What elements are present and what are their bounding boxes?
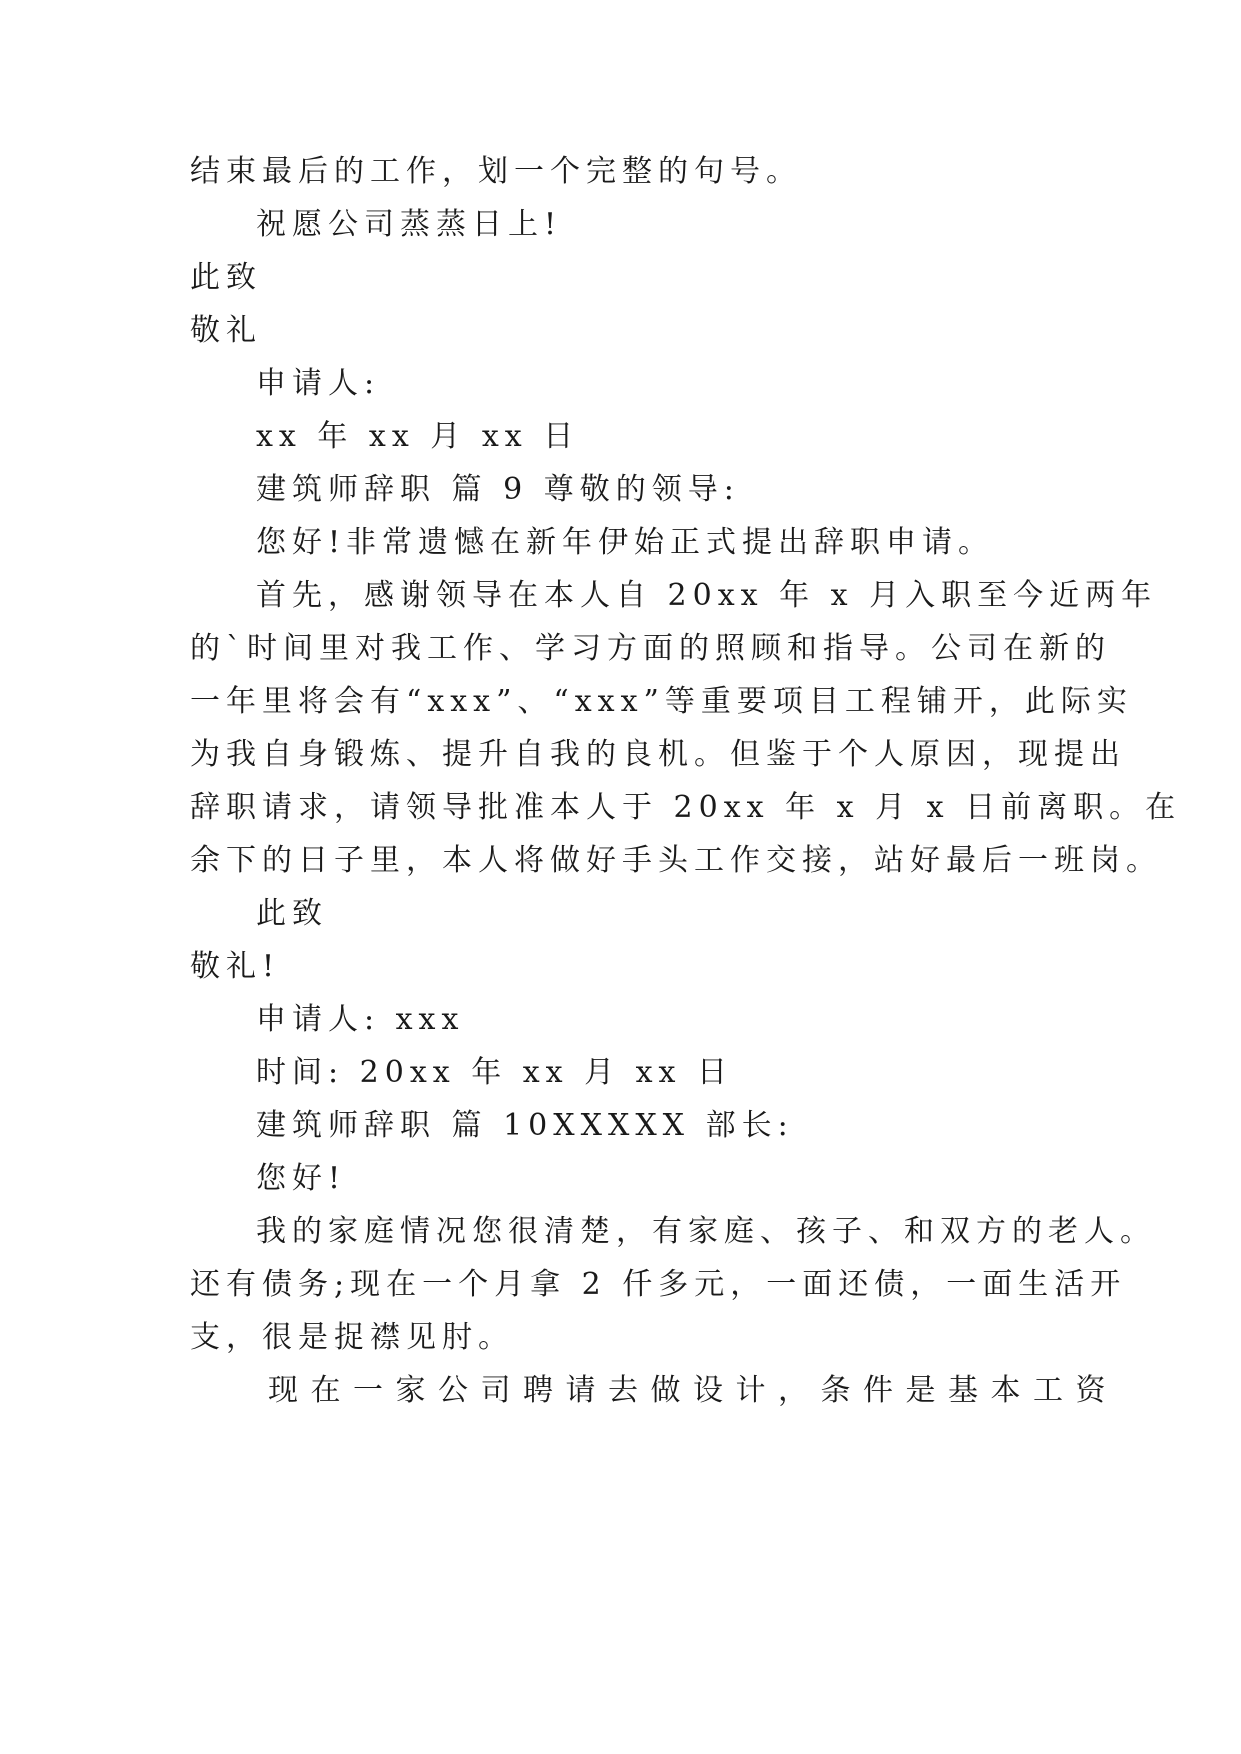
- section-heading: 建筑师辞职 篇 9 尊敬的领导:: [256, 472, 740, 507]
- closing-salutation: 此致: [256, 896, 328, 931]
- date-line: xx 年 xx 月 xx 日: [256, 419, 580, 454]
- text-line: 辞职请求，请领导批准本人于 20xx 年 x 月 x 日前离职。在: [190, 790, 1182, 825]
- applicant-label: 申请人:: [256, 366, 381, 401]
- greeting: 您好!: [256, 1161, 347, 1196]
- applicant-label: 申请人: xxx: [256, 1002, 465, 1037]
- text-line: 结束最后的工作，划一个完整的句号。: [190, 154, 802, 189]
- text-line: 还有债务;现在一个月拿 2 仟多元，一面还债，一面生活开: [190, 1267, 1127, 1302]
- closing-regards: 敬礼: [190, 313, 262, 348]
- text-line: 为我自身锻炼、提升自我的良机。但鉴于个人原因，现提出: [190, 737, 1126, 772]
- text-line: 您好!非常遗憾在新年伊始正式提出辞职申请。: [256, 525, 995, 560]
- closing-regards: 敬礼!: [190, 949, 281, 984]
- text-line: 我的家庭情况您很清楚，有家庭、孩子、和双方的老人。: [256, 1214, 1156, 1249]
- text-line: 现在一家公司聘请去做设计，条件是基本工资: [268, 1373, 1118, 1408]
- text-line: 的`时间里对我工作、学习方面的照顾和指导。公司在新的: [190, 631, 1111, 666]
- date-line: 时间: 20xx 年 xx 月 xx 日: [256, 1055, 734, 1090]
- text-line: 余下的日子里，本人将做好手头工作交接，站好最后一班岗。: [190, 843, 1162, 878]
- text-line: 一年里将会有“xxx”、“xxx”等重要项目工程铺开，此际实: [190, 684, 1133, 719]
- text-line: 祝愿公司蒸蒸日上!: [256, 207, 563, 242]
- closing-salutation: 此致: [190, 260, 262, 295]
- text-line: 支，很是捉襟见肘。: [190, 1320, 514, 1355]
- section-heading: 建筑师辞职 篇 10XXXXX 部长:: [256, 1108, 794, 1143]
- text-line: 首先，感谢领导在本人自 20xx 年 x 月入职至今近两年: [256, 578, 1158, 613]
